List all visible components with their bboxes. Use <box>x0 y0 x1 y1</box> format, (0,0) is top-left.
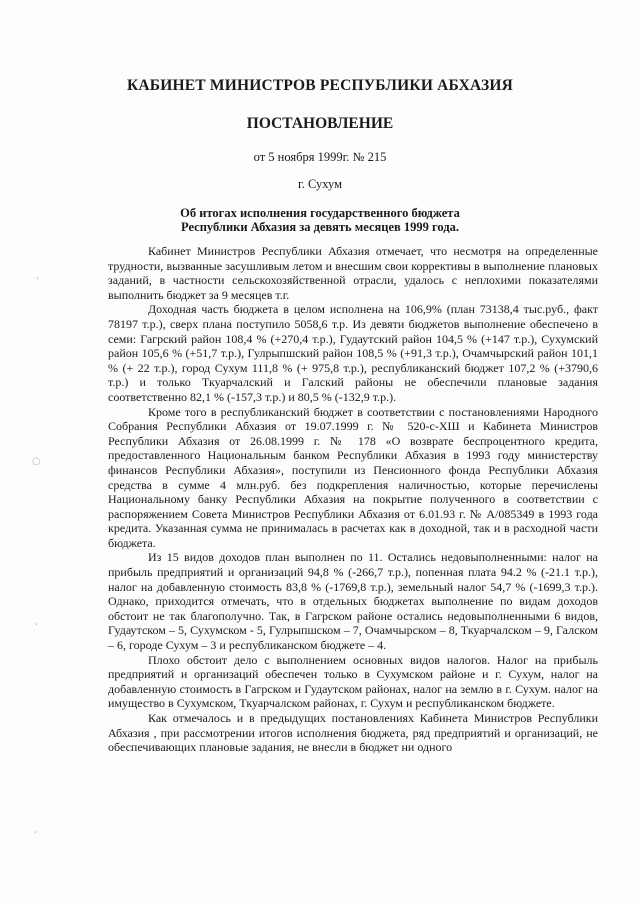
scan-artifact: ‘ <box>34 830 38 841</box>
paragraph: Доходная часть бюджета в целом исполнена на 106,9% (план 73138,4 тыс.руб., факт 78197 т.р.), сверх плана поступило 5058,6 т.р. Из девяти бюджетов выполнение обеспечено в семи: Гагрский район 108,4 % (+270,4 т.р.), Гудаутский район 104,5 % (+147 т.р.), Сухумский район 105,6 % (+51,7 т.р.), Гулрыпшский район 108,5 % (+91,3 т.р.), Очамчырский район 101,1 % (+ 22 т.р.), город Сухум 111,8 % (+ 975,8 т.р.), республиканский бюджет 107,2 % (+3790,6 т.р.) и только Ткуарчалский и Галский районы не обеспечили плановые задания соответственно 82,1 % (-157,3 т.р.) и 80,5 % (-132,9 т.р.). <box>108 302 598 404</box>
paragraph: Как отмечалось и в предыдущих постановлениях Кабинета Министров Республики Абхазия , при рассмотрении итогов исполнения бюджета, ряд предприятий и организаций, не обеспечивающих плановые задания, не внесли в бюджет ни одного <box>108 711 598 755</box>
scan-artifact: ○ <box>32 456 41 467</box>
document-body <box>108 244 598 755</box>
subject-line-1: Об итогах исполнения государственного бюджета <box>180 206 460 220</box>
paragraph: Плохо обстоит дело с выполнением основных видов налогов. Налог на прибыль предприятий и организаций обеспечен только в Сухумском районе и г. Сухум, налог на добавленную стоимость в Гагрском и Гудаутском районах, налог на землю в г. Сухум. налог на имущество в Сухумском, Ткуарчалском районах, г. Сухум и республиканском бюджете. <box>108 652 598 711</box>
scan-artifact: ‘ <box>36 276 40 287</box>
organization-heading: КАБИНЕТ МИНИСТРОВ РЕСПУБЛИКИ АБХАЗИЯ <box>126 77 514 94</box>
paragraph: Кроме того в республиканский бюджет в соответствии с постановлениями Народного Собрания Республики Абхазия от 19.07.1999 г. № 520-с-ХШ и Кабинета Министров Республики Абхазия от 26.08.1999 г. № 178 «О возврате беспроцентного кредита, предоставленного Национальным банком Республики Абхазия в 1993 году министерству финансов Республики Абхазия», поступили из Пенсионного фонда Республики Абхазия средства в сумме 4 млн.руб. без подкрепления наличностью, которые перечислены Национальному банку Республики Абхазия на покрытие полученного в соответствии с распоряжением Совета Министров Республики Абхазия от 6.01.93 г. № А/085349 в 1993 года кредита. Указанная сумма не принималась в расчетах как в доходной, так и в расходной части бюджета. <box>108 404 598 550</box>
document-subject <box>0 206 640 234</box>
paragraph: Кабинет Министров Республики Абхазия отмечает, что несмотря на определенные трудности, вызванные засушливым летом и внесшим свои коррективы в выполнение плановых заданий, в частности сельскохозяйственной отрасли, удалось с неплохими показателями выполнить бюджет за 9 месяцев т.г. <box>108 244 598 302</box>
subject-line-2: Республики Абхазия за девять месяцев 1999 года. <box>180 220 460 234</box>
place-of-issue: г. Сухум <box>297 177 342 191</box>
date-and-number: от 5 ноября 1999г. № 215 <box>253 150 387 164</box>
document-type-heading: ПОСТАНОВЛЕНИЕ <box>246 115 394 132</box>
paragraph: Из 15 видов доходов план выполнен по 11. Остались недовыполненными: налог на прибыль предприятий и организаций 94,8 % (-266,7 т.р.), попенная плата 94.2 % (-21.1 т.р.), налог на добавленную стоимость 83,8 % (-1769,8 т.р.), земельный налог 54,7 % (-1699,3 т.р.). Однако, приходится отмечать, что в отдельных бюджетах выполнение по видам доходов обстоит не так благополучно. Так, в Гагрском районе остались недовыполненными 6 видов, Гудаутском – 5, Сухумском - 5, Гулрыпшском – 7, Очамчырском – 8, Ткуарчалском – 9, Галском – 6, городе Сухум – 3 и республиканском бюджете – 4. <box>108 550 598 653</box>
scan-artifact: ‘ <box>35 622 39 633</box>
